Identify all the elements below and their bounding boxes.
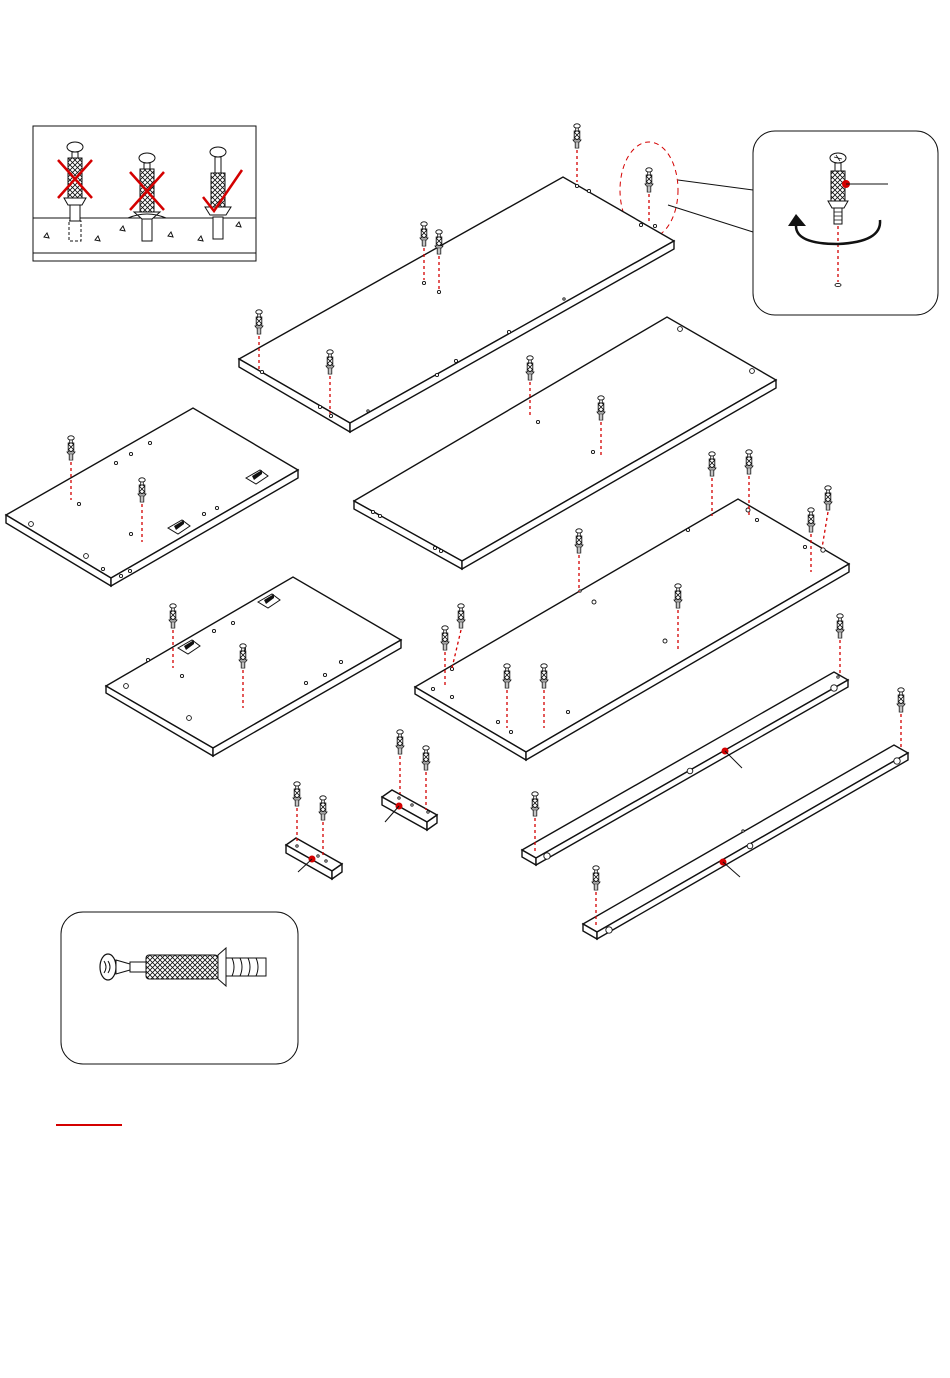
rail-long-lower: [583, 745, 908, 939]
block-small-lower: [286, 838, 342, 879]
block-small-upper: [382, 790, 437, 830]
panel-side-left-upper: [6, 408, 298, 586]
rotation-detail-inset: [620, 131, 938, 315]
panel-side-left-lower: [106, 577, 401, 756]
hardware-part-inset: [61, 912, 298, 1064]
install-depth-inset: [33, 126, 256, 261]
